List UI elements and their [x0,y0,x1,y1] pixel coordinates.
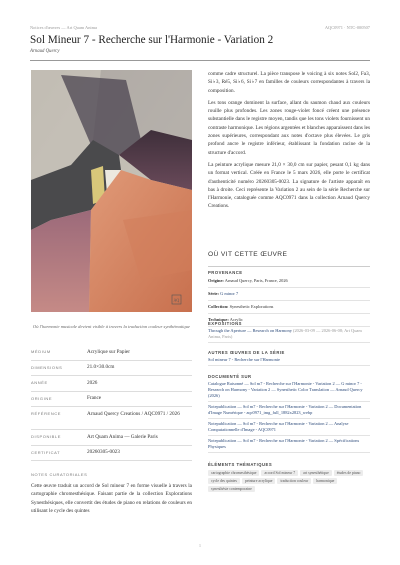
meta-row-medium [31,345,192,361]
provenance-key: Série: [208,291,219,296]
meta-value: 21.0×30.0cm [87,364,115,370]
theme-tag[interactable]: traduction couleur [277,478,311,484]
meta-label: ORIGINE [31,395,53,401]
meta-value: France [87,395,102,401]
provenance-heading: PROVENANCE [208,270,243,275]
provenance-key: Collection: [208,304,229,309]
meta-value: Acrylique sur Papier [87,348,130,355]
meta-row-availability [31,430,192,446]
meta-label: DISPONIBLE [31,434,62,439]
page-number: 1 [198,543,202,548]
description-paragraph: comme cadre structurel. La pièce transpose le voicing à six notes Sol2, Fa3, Si♭3, Ré5, Si♭6, Si♭7 en familles de couleurs correspondantes à travers la composition. [208,71,370,94]
meta-value: 20260305-0023 [87,449,120,455]
documented-heading: DOCUMENTÉ SUR [208,374,252,379]
provenance-value[interactable]: G minor 7 [220,291,239,296]
series-item-link[interactable]: Sol mineur 7 - Recherche sur l'Harmonie [208,355,370,366]
document-link[interactable]: Notepublication — Sol m7 - Recherche sur l'Harmonie - Variation 2 — Analyse Computationnelle d'Image - AQC0971 [208,419,370,436]
meta-label: RÉFÉRENCE [31,411,62,416]
metadata-table [31,345,192,461]
exposition-entry [208,326,370,343]
description-column [208,70,370,215]
meta-row-dimensions [31,361,192,377]
exposition-link[interactable]: Through the Aperture — Research on Harmony [208,327,292,333]
document-link[interactable]: Catalogue Raisonné — Sol m7 - Recherche sur l'Harmonie - Variation 2 — G minor 7 - Research on Harmony - Variation 2 — Synesthetic Color Translation — Arnaud Quercy (2026) [208,379,370,402]
page-title: Sol Mineur 7 - Recherche sur l'Harmonie - Variation 2 [30,34,274,46]
expositions-heading: EXPOSITIONS [208,321,242,326]
documented-section [208,374,370,453]
provenance-value: Acrylic [229,317,243,322]
provenance-key: Technique: [208,317,229,322]
meta-label: DIMENSIONS [31,364,63,370]
theme-tag[interactable]: accord Sol mineur 7 [261,470,298,476]
theme-tags [208,470,370,492]
provenance-value: Synesthetic Explorations [229,304,274,309]
document-link[interactable]: Notepublication — Sol m7 - Recherche sur l'Harmonie - Variation 2 — Spécifications Physiques [208,436,370,453]
series-heading: AUTRES ŒUVRES DE LA SÉRIE [208,350,285,355]
curatorial-notes-heading: NOTES CURATORIALES [31,472,88,477]
theme-tag[interactable]: cartographie chromesthésique [208,470,259,476]
theme-tag[interactable]: peinture acrylique [242,478,276,484]
site-breadcrumb[interactable]: Notices d'œuvres — Art Quam Anima [30,25,98,30]
header-bar [30,25,370,33]
artwork-image [31,70,192,312]
header-divider [30,60,370,61]
artist-name[interactable]: Arnaud Quercy [30,49,60,54]
provenance-row [208,301,370,314]
description-paragraph: Les tons orange dominent la surface, allant du saumon chaud aux couleurs rouille plus profondes. Les zones rouge-violet foncé créent une présence substantielle dans le registre moyen, tandis que les tons violets fournissent un contraste harmonique. Les régions argentées et blanches apparaissent dans les zones supérieures, correspondant aux notes d'octave plus élevées. Le gris profond ancre le registre inférieur, établissant la fondation racine de la structure d'accord. [208,99,370,156]
description-paragraph: La peinture acrylique mesure 21,0 × 30,0 cm sur papier, pesant 0,1 kg dans un format vertical. Créée en France le 5 mars 2026, elle porte le certificat d'authenticité numéro 20260305-0023. La signature de l'artiste apparaît en bas à droite. Ceci représente la Variation 2 au sein de la série Recherche sur l'Harmonie, cataloguée comme AQC0971 dans la collection Arnaud Quercy Creations. [208,161,370,210]
meta-row-origin [31,392,192,408]
themes-heading: ÉLÉMENTS THÉMATIQUES [208,462,273,467]
provenance-value: Arnaud Quercy, Paris, France, 2026 [224,278,288,283]
meta-value: Arnaud Quercy Creations / AQC0971 / 2026 [87,410,180,417]
where-section-title: OÙ VIT CETTE ŒUVRE [208,251,288,258]
artwork-caption: Où l'harmonie musicale devient visible à travers la traduction couleur synthématique [32,324,191,329]
meta-row-year [31,376,192,392]
svg-text:AQ: AQ [173,297,180,303]
document-link[interactable]: Notepublication — Sol m7 - Recherche sur l'Harmonie - Variation 2 — Documentation d'Image Numérique - aqc0971_img_full_1882x2823_webp [208,402,370,419]
reference-code: AQC0971 · NTC-000507 [324,25,370,30]
meta-row-reference [31,407,192,430]
provenance-row [208,288,370,301]
provenance-row [208,275,370,288]
meta-value: 2026 [87,379,98,386]
exposition-detail: (2026-03-09 — 2026-06-08; Art Quam Anima, Paris) [208,327,362,339]
theme-tag[interactable]: cycle des quintes [208,478,240,484]
curatorial-notes-text: Cette œuvre traduit un accord de Sol mineur 7 en forme visuelle à travers la cartographie chromesthésique. Faisant partie de la collection Explorations Synesthésiques, elle convertit des études de piano en relations de couleurs en utilisant le cycle des quintes [31,483,192,514]
theme-tag[interactable]: synesthésie contemporaine [208,486,255,492]
theme-tag[interactable]: harmonique [313,478,337,484]
provenance-key: Origine: [208,278,224,283]
theme-tag[interactable]: études de piano [334,470,364,476]
theme-tag[interactable]: art synesthétique [300,470,332,476]
meta-label: MÉDIUM [31,349,51,354]
provenance-section [208,266,370,327]
expositions-section [208,321,370,343]
themes-section [208,462,370,492]
series-section [208,350,370,366]
meta-label: ANNÉE [31,380,48,385]
meta-label: CERTIFICAT [31,449,61,455]
meta-row-certificate [31,446,192,462]
meta-value[interactable]: Art Quam Anima — Galerie Paris [87,433,158,440]
